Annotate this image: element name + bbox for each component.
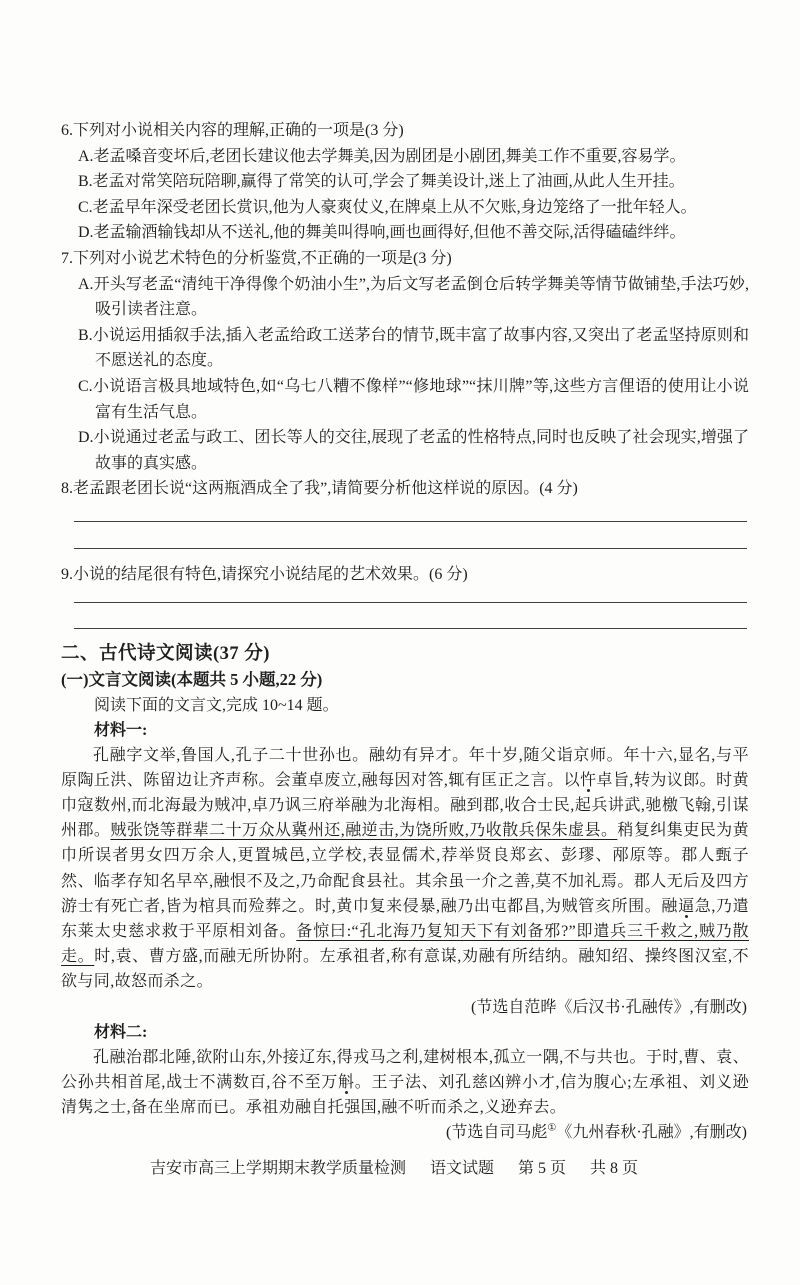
question-6-option-a: A.老孟嗓音变坏后,老团长建议他去学舞美,因为剧团是小剧团,舞美工作不重要,容易学。 bbox=[78, 147, 686, 165]
material-2-label: 材料二: bbox=[94, 1023, 148, 1041]
material-1-source: (节选自范晔《后汉书·孔融传》,有删改) bbox=[471, 998, 747, 1016]
question-7 bbox=[61, 246, 749, 476]
material-2-source: (节选自司马彪①《九州春秋·孔融》,有删改) bbox=[446, 1122, 747, 1142]
question-6-option-c: C.老孟早年深受老团长赏识,他为人豪爽仗义,在牌桌上从不欠账,身边笼络了一批年轻人。 bbox=[78, 198, 697, 216]
question-7-option-c: C.小说语言极具地域特色,如“乌七八糟不像样”“修地球”“抹川牌”等,这些方言俚语的使用让小说富有生活气息。 bbox=[78, 377, 749, 421]
answer-line bbox=[74, 521, 747, 522]
material-1-label: 材料一: bbox=[94, 721, 148, 739]
question-7-option-b: B.小说运用插叙手法,插入老孟给政工送茅台的情节,既丰富了故事内容,又突出了老孟坚持原则和不愿送礼的态度。 bbox=[78, 326, 749, 370]
section-2-subtitle: (一)文言文阅读(本题共 5 小题,22 分) bbox=[61, 669, 323, 689]
question-8 bbox=[61, 476, 749, 549]
answer-line bbox=[74, 628, 747, 629]
section-2 bbox=[61, 641, 749, 1146]
exam-content bbox=[61, 118, 749, 1145]
question-6-option-b: B.老孟对常笑陪玩陪聊,赢得了常笑的认可,学会了舞美设计,迷上了油画,从此人生开挂。 bbox=[78, 173, 685, 191]
footer-page-number: 第 5 页 bbox=[518, 1160, 567, 1177]
question-9-stem: 9.小说的结尾很有特色,请探究小说结尾的艺术效果。(6 分) bbox=[61, 565, 468, 583]
question-7-option-a: A.开头写老孟“清纯干净得像个奶油小生”,为后文写老孟倒仓后转学舞美等情节做铺垫,手法巧妙,吸引读者注意。 bbox=[78, 275, 749, 319]
footer-page-total: 共 8 页 bbox=[590, 1160, 639, 1177]
question-6-stem: 6.下列对小说相关内容的理解,正确的一项是(3 分) bbox=[61, 122, 404, 139]
question-9 bbox=[61, 562, 749, 629]
question-7-option-d: D.小说通过老孟与政工、团长等人的交往,展现了老孟的性格特点,同时也反映了社会现实,增强了故事的真实感。 bbox=[78, 429, 749, 472]
page-footer bbox=[0, 1158, 800, 1180]
question-6-option-d: D.老孟输酒输钱却从不送礼,他的舞美叫得响,画也画得好,但他不善交际,活得磕磕绊绊。 bbox=[78, 224, 686, 242]
answer-line bbox=[74, 548, 747, 549]
question-6 bbox=[61, 118, 749, 246]
section-2-title: 二、古代诗文阅读(37 分) bbox=[61, 643, 270, 664]
answer-line bbox=[74, 602, 747, 603]
question-8-stem: 8.老孟跟老团长说“这两瓶酒成全了我”,请简要分析他这样说的原因。(4 分) bbox=[61, 480, 578, 498]
footer-exam-title: 吉安市高三上学期期末教学质量检测 bbox=[149, 1160, 406, 1177]
material-1-text: 孔融字文举,鲁国人,孔子二十世孙也。融幼有异才。年十岁,随父诣京师。年十六,显名,与平原陶丘洪、陈留边让齐声称。会董卓废立,融每因对答,辄有匡正之言。以忤卓旨,转为议郎。时黄巾寇数州,而北海最为贼冲,卓乃讽三府举融为北海相。融到郡,收合士民,起兵讲武,驰檄飞翰,引谋州郡。贼张饶等群辈二十万众从冀州还,融逆击,为饶所败,乃收散兵保朱虚县。稍复纠集吏民为黄巾所误者男女四万余人,更置城邑,立学校,表显儒术,荐举贤良郑玄、彭璆、邴原等。郡人甄子然、临孝存知名早卒,融恨不及之,乃命配食县社。其余虽一介之善,莫不加礼焉。郡人无后及四方游士有死亡者,皆为棺具而殓葬之。时,黄巾复来侵暴,融乃出屯都昌,为贼管亥所围。融逼急,乃遣东莱太史慈求救于平原相刘备。备惊曰:“孔北海乃复知天下有刘备邪?”即遣兵三千救之,贼乃散走。时,袁、曹方盛,而融无所协附。左承祖者,称有意谋,劝融有所结纳。融知绍、操终图汉室,不欲与同,故怒而杀之。 bbox=[61, 746, 750, 991]
footer-subject: 语文试题 bbox=[429, 1160, 494, 1177]
material-2-text: 孔融治郡北陲,欲附山东,外接辽东,得戎马之利,建树根本,孤立一隅,不与共也。于时,曹、袁、公孙共相首尾,战士不满数百,谷不至万斛。王子法、刘孔慈凶辨小才,信为腹心;左承祖、刘义逊清隽之士,备在坐席而已。承祖劝融自托强国,融不听而杀之,义逊弃去。 bbox=[61, 1048, 750, 1116]
question-7-stem: 7.下列对小说艺术特色的分析鉴赏,不正确的一项是(3 分) bbox=[61, 249, 452, 267]
reading-intro: 阅读下面的文言文,完成 10~14 题。 bbox=[94, 696, 339, 714]
